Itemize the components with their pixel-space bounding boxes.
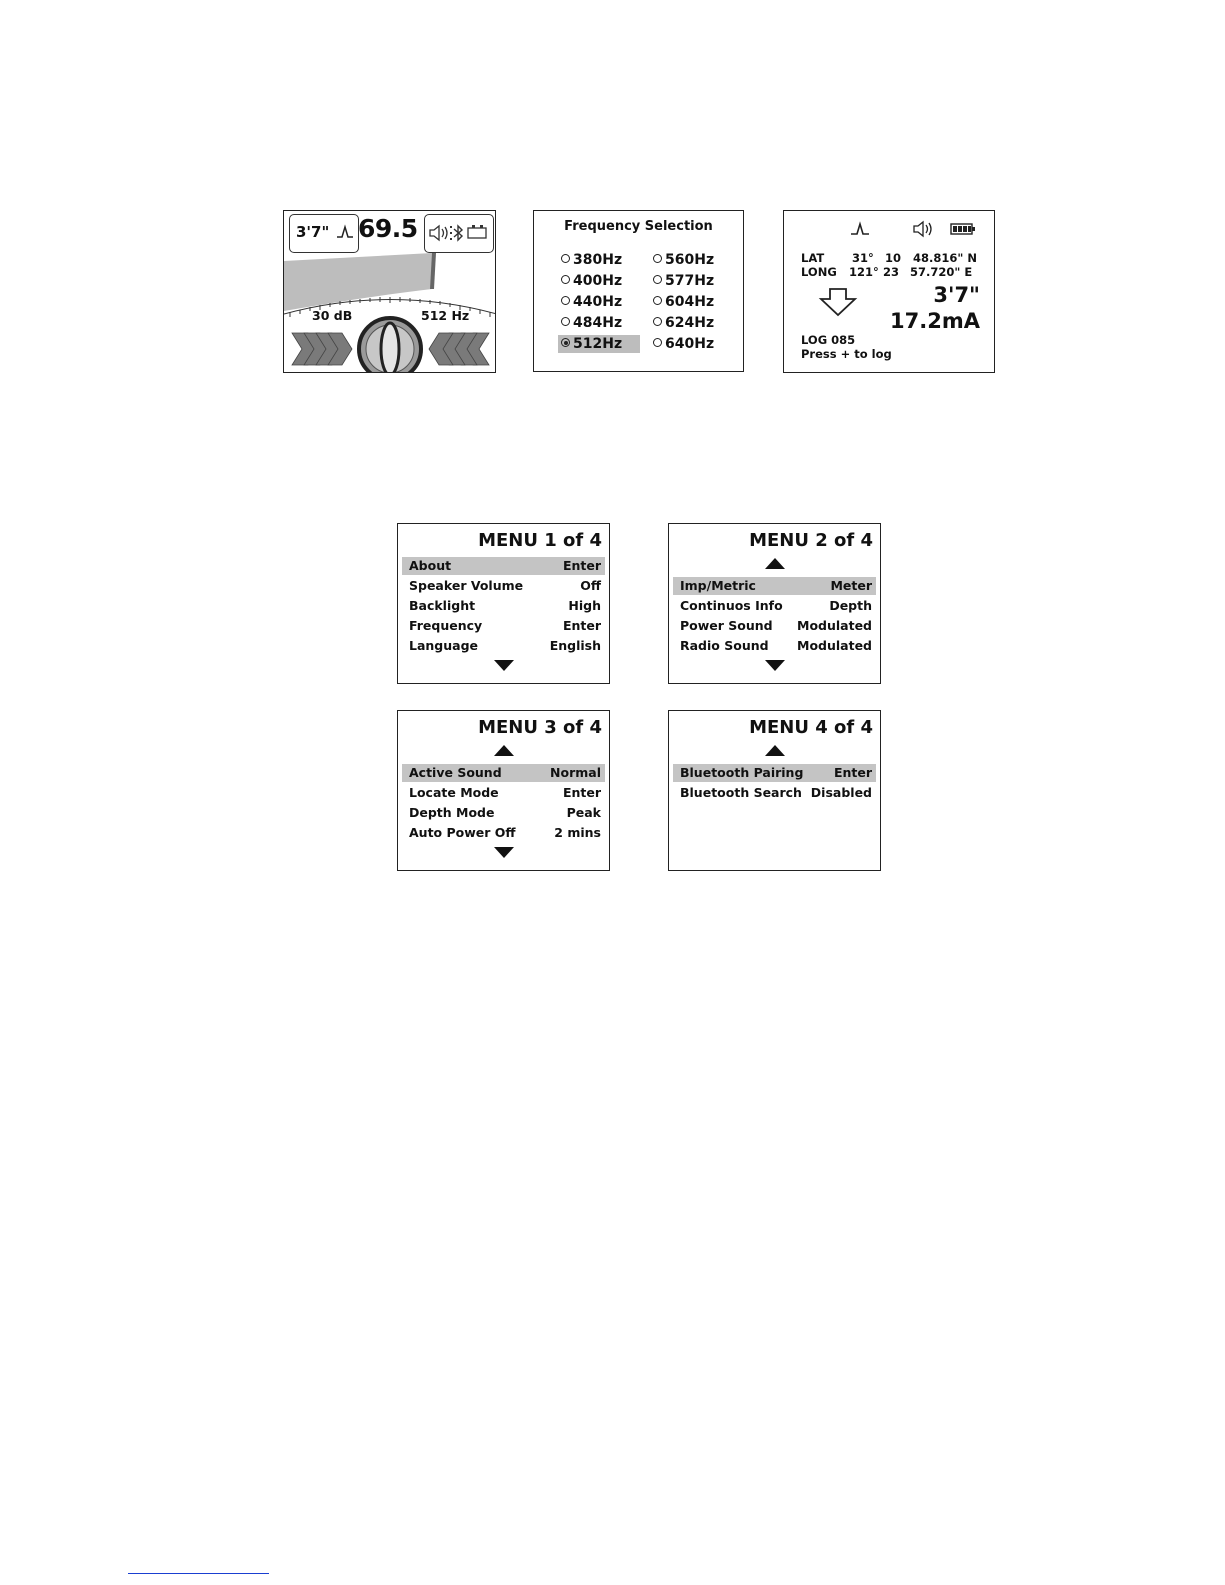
longitude-minutes: 23 [883, 265, 900, 279]
radio-button-icon [653, 296, 662, 305]
menu-row-power-sound[interactable]: Power Sound Modulated [680, 618, 872, 633]
signal-gauge [284, 211, 496, 373]
radio-button-icon [561, 317, 570, 326]
menu-title: MENU 4 of 4 [749, 717, 873, 738]
radio-button-icon [653, 254, 662, 263]
depth-readout: 3'7" [296, 223, 330, 241]
frequency-selection-screen [533, 210, 744, 372]
scroll-down-icon[interactable] [765, 660, 785, 671]
radio-button-icon [561, 254, 570, 263]
menu-row-bluetooth-pairing[interactable]: Bluetooth Pairing Enter [673, 764, 876, 782]
signal-strength: 69.5 [358, 214, 418, 243]
frequency-option[interactable]: 484Hz [561, 314, 622, 332]
frequency-selection-title: Frequency Selection [564, 219, 713, 234]
frequency-option[interactable]: 440Hz [561, 293, 622, 311]
latitude-label: LAT [801, 251, 825, 265]
menu-row-continuous-info[interactable]: Continuos Info Depth [680, 598, 872, 613]
frequency-option-selected[interactable]: 512Hz [558, 335, 640, 353]
locate-screen [283, 210, 496, 373]
frequency-option[interactable]: 400Hz [561, 272, 622, 290]
longitude-degrees: 121° [849, 265, 879, 279]
menu-row-imp-metric[interactable]: Imp/Metric Meter [673, 577, 876, 595]
footer-hyperlink-underline[interactable] [128, 1573, 269, 1574]
menu-screen-4 [668, 710, 881, 871]
menu-row-auto-power-off[interactable]: Auto Power Off 2 mins [409, 825, 601, 840]
menu-screen-2 [668, 523, 881, 684]
menu-row-locate-mode[interactable]: Locate Mode Enter [409, 785, 601, 800]
menu-row-depth-mode[interactable]: Depth Mode Peak [409, 805, 601, 820]
frequency-option[interactable]: 640Hz [653, 335, 714, 353]
radio-button-icon [653, 317, 662, 326]
latitude-seconds: 48.816" N [913, 251, 977, 265]
frequency-option[interactable]: 560Hz [653, 251, 714, 269]
menu-screen-1 [397, 523, 610, 684]
menu-row-bluetooth-search[interactable]: Bluetooth Search Disabled [680, 785, 872, 800]
menu-row-frequency[interactable]: Frequency Enter [409, 618, 601, 633]
log-hint: Press + to log [801, 347, 892, 361]
menu-screen-3 [397, 710, 610, 871]
latitude-degrees: 31° [852, 251, 874, 265]
menu-title: MENU 3 of 4 [478, 717, 602, 738]
log-number: LOG 085 [801, 333, 856, 347]
radio-button-icon [653, 275, 662, 284]
menu-row-active-sound[interactable]: Active Sound Normal [402, 764, 605, 782]
radio-button-selected-icon [561, 338, 570, 347]
gain-readout: 30 dB [312, 308, 353, 323]
depth-readout: 3'7" [933, 283, 980, 307]
frequency-readout: 512 Hz [421, 308, 470, 323]
battery-icon [950, 222, 976, 236]
scroll-up-icon[interactable] [494, 745, 514, 756]
menu-title: MENU 2 of 4 [749, 530, 873, 551]
menu-title: MENU 1 of 4 [478, 530, 602, 551]
menu-row-backlight[interactable]: Backlight High [409, 598, 601, 613]
speaker-icon [912, 220, 934, 238]
longitude-label: LONG [801, 265, 837, 279]
menu-row-language[interactable]: Language English [409, 638, 601, 653]
current-readout: 17.2mA [890, 309, 980, 333]
frequency-option[interactable]: 604Hz [653, 293, 714, 311]
radio-button-icon [561, 275, 570, 284]
radio-button-icon [561, 296, 570, 305]
scroll-up-icon[interactable] [765, 745, 785, 756]
menu-row-about[interactable]: About Enter [402, 557, 605, 575]
menu-row-speaker-volume[interactable]: Speaker Volume Off [409, 578, 601, 593]
latitude-minutes: 10 [885, 251, 902, 265]
longitude-seconds: 57.720" E [910, 265, 973, 279]
arrow-down-icon [818, 287, 858, 317]
scroll-down-icon[interactable] [494, 847, 514, 858]
scroll-down-icon[interactable] [494, 660, 514, 671]
frequency-option[interactable]: 624Hz [653, 314, 714, 332]
gps-log-screen [783, 210, 995, 373]
frequency-option[interactable]: 577Hz [653, 272, 714, 290]
radio-button-icon [653, 338, 662, 347]
scroll-up-icon[interactable] [765, 558, 785, 569]
peak-mode-icon [850, 221, 870, 237]
menu-row-radio-sound[interactable]: Radio Sound Modulated [680, 638, 872, 653]
frequency-option[interactable]: 380Hz [561, 251, 622, 269]
